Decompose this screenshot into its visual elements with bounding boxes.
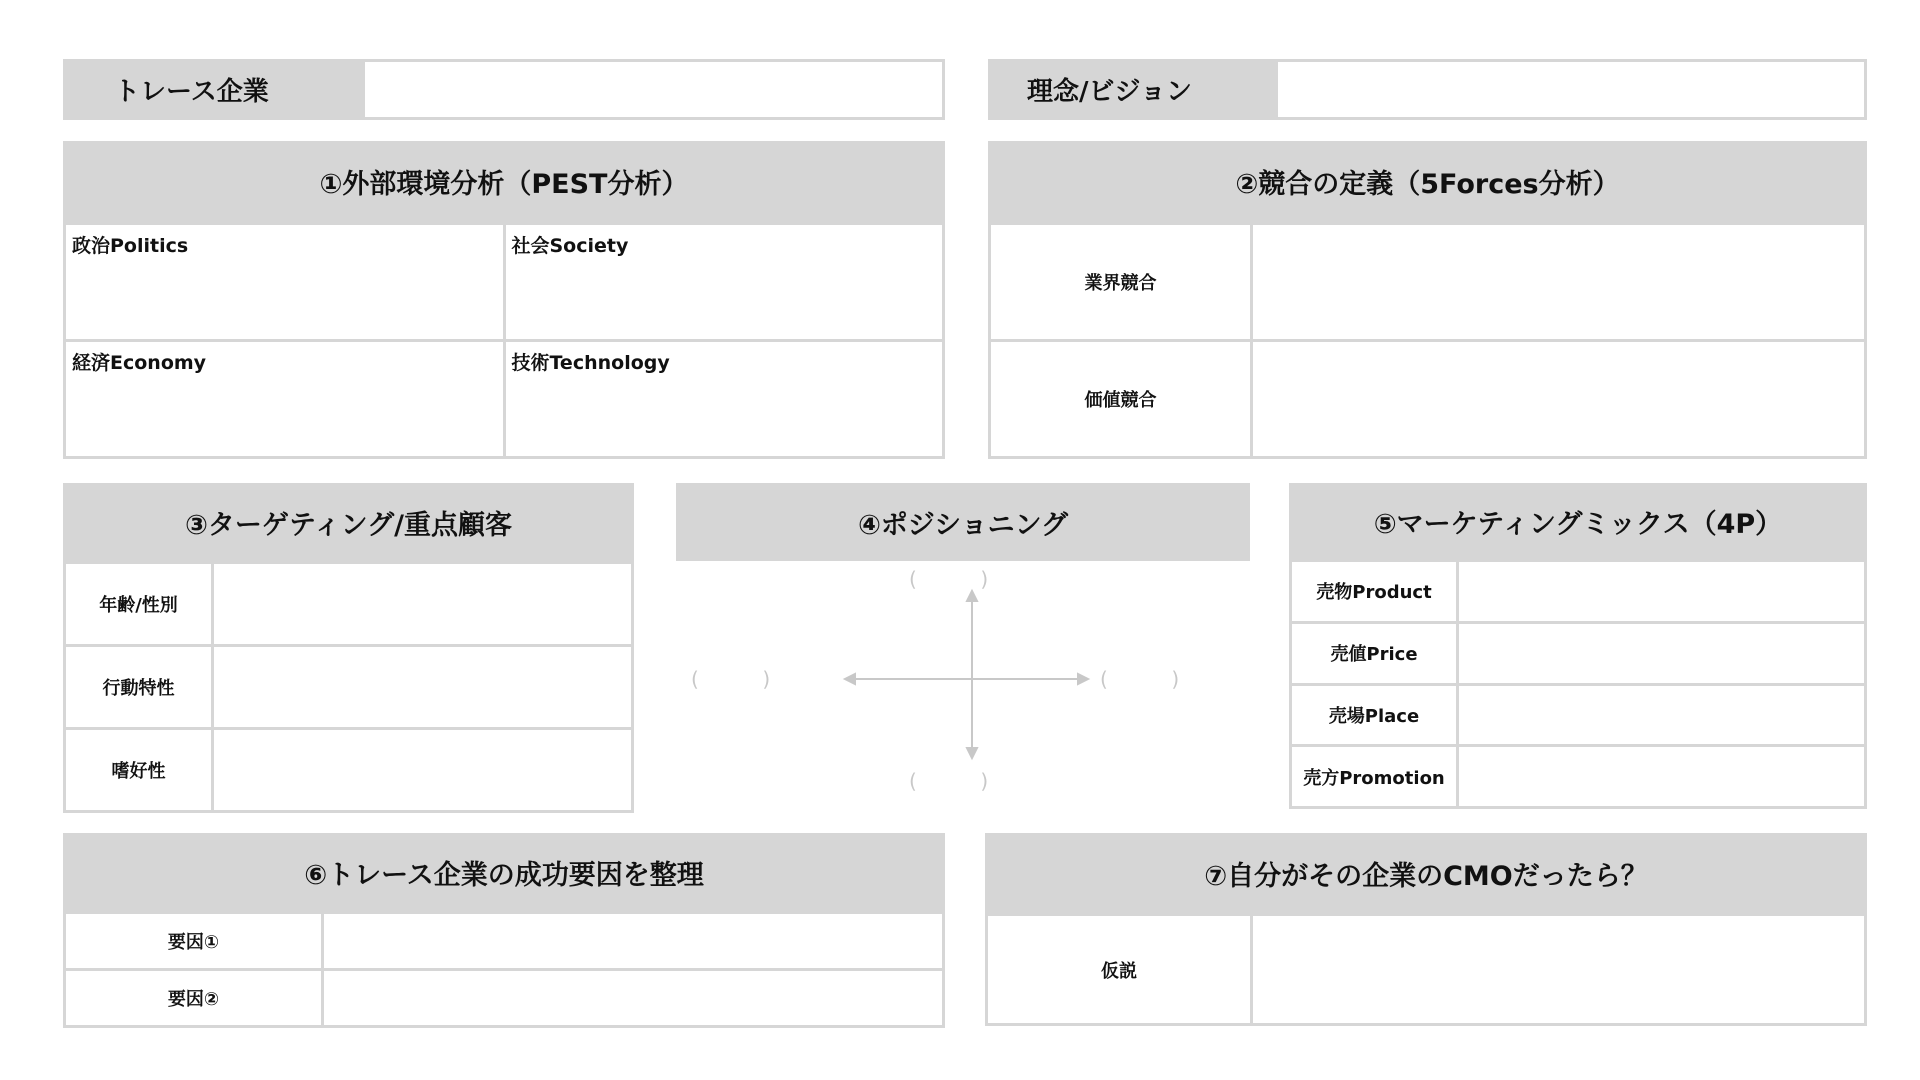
vision-label: 理念/ビジョン <box>991 62 1278 117</box>
mix-title: ⑤マーケティングミックス（4P） <box>1289 483 1867 559</box>
targeting-table <box>63 561 634 813</box>
trace-company-label: トレース企業 <box>66 62 365 117</box>
forces-row-field[interactable] <box>1252 341 1866 458</box>
axis-right-label[interactable]: ( ) <box>1100 667 1180 691</box>
table-row <box>1291 684 1866 746</box>
positioning-section <box>676 483 1250 813</box>
table-row <box>65 913 944 970</box>
targeting-title: ③ターゲティング/重点顧客 <box>63 483 634 561</box>
cmo-row-label: 仮説 <box>987 915 1252 1025</box>
positioning-map <box>676 561 1250 813</box>
axis-top-label[interactable]: ( ) <box>909 567 989 591</box>
pest-economy-cell[interactable] <box>65 341 505 458</box>
table-row <box>1291 622 1866 684</box>
axis-bottom-label[interactable]: ( ) <box>909 769 989 793</box>
pest-technology-label: 技術Technology <box>511 352 670 374</box>
forces-row-field[interactable] <box>1252 224 1866 341</box>
pest-society-label: 社会Society <box>511 235 629 257</box>
pest-economy-label: 経済Economy <box>72 352 207 374</box>
pest-politics-cell[interactable] <box>65 224 505 341</box>
mix-row-label: 売場Place <box>1291 684 1458 746</box>
pest-section <box>63 141 945 459</box>
forces-row-label: 業界競合 <box>990 224 1252 341</box>
pest-society-cell[interactable] <box>504 224 944 341</box>
axis-left-label[interactable]: ( ) <box>691 667 771 691</box>
forces-title: ②競合の定義（5Forces分析） <box>988 141 1867 222</box>
table-row <box>65 729 633 812</box>
success-section <box>63 833 945 1028</box>
success-row-field[interactable] <box>323 970 944 1027</box>
mix-table <box>1289 559 1867 809</box>
mix-row-field[interactable] <box>1458 561 1866 623</box>
targeting-row-field[interactable] <box>213 646 633 729</box>
forces-section <box>988 141 1867 459</box>
table-row <box>65 970 944 1027</box>
mix-row-field[interactable] <box>1458 622 1866 684</box>
success-table <box>63 911 945 1028</box>
pest-technology-cell[interactable] <box>504 341 944 458</box>
positioning-title: ④ポジショニング <box>676 483 1250 561</box>
mix-row-label: 売値Price <box>1291 622 1458 684</box>
targeting-row-label: 行動特性 <box>65 646 213 729</box>
targeting-row-field[interactable] <box>213 729 633 812</box>
targeting-section <box>63 483 634 813</box>
targeting-row-label: 嗜好性 <box>65 729 213 812</box>
success-title: ⑥トレース企業の成功要因を整理 <box>63 833 945 911</box>
cmo-row-field[interactable] <box>1252 915 1866 1025</box>
success-row-label: 要因② <box>65 970 323 1027</box>
pest-politics-label: 政治Politics <box>72 235 189 257</box>
table-row <box>987 915 1866 1025</box>
forces-row-label: 価値競合 <box>990 341 1252 458</box>
targeting-row-field[interactable] <box>213 563 633 646</box>
pest-grid <box>63 222 945 459</box>
mix-row-label: 売物Product <box>1291 561 1458 623</box>
table-row <box>1291 561 1866 623</box>
targeting-row-label: 年齢/性別 <box>65 563 213 646</box>
trace-company-field[interactable] <box>365 62 942 117</box>
table-row <box>1291 746 1866 808</box>
table-row <box>990 224 1866 341</box>
forces-table <box>988 222 1867 459</box>
vision-bar <box>988 59 1867 120</box>
success-row-label: 要因① <box>65 913 323 970</box>
mix-row-field[interactable] <box>1458 684 1866 746</box>
success-row-field[interactable] <box>323 913 944 970</box>
mix-section <box>1289 483 1867 809</box>
table-row <box>65 563 633 646</box>
table-row <box>990 341 1866 458</box>
trace-company-bar <box>63 59 945 120</box>
cmo-section <box>985 833 1867 1026</box>
cmo-table <box>985 913 1867 1026</box>
pest-title: ①外部環境分析（PEST分析） <box>63 141 945 222</box>
mix-row-field[interactable] <box>1458 746 1866 808</box>
cmo-title: ⑦自分がその企業のCMOだったら？ <box>985 833 1867 913</box>
table-row <box>65 646 633 729</box>
mix-row-label: 売方Promotion <box>1291 746 1458 808</box>
vision-field[interactable] <box>1278 62 1864 117</box>
